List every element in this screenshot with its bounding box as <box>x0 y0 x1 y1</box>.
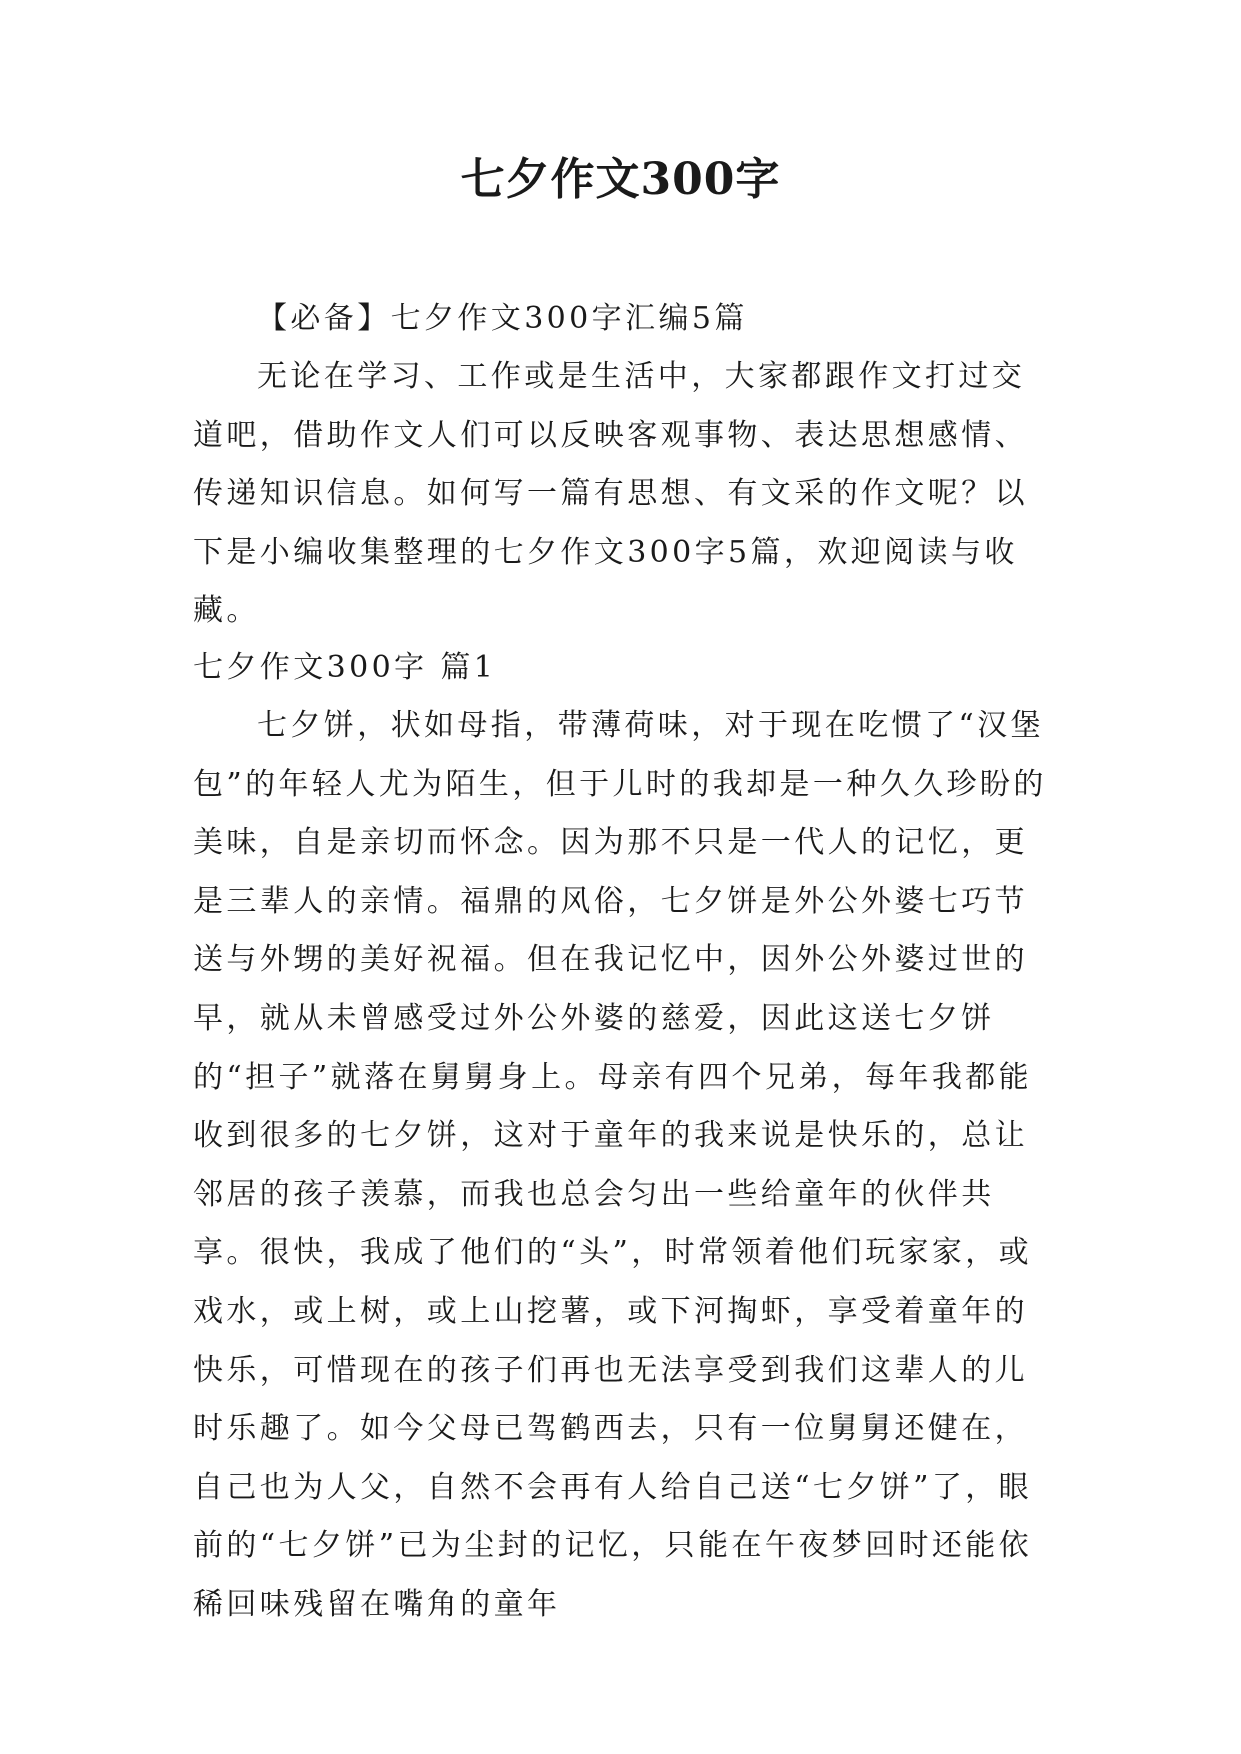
document-subtitle: 【必备】七夕作文300字汇编5篇 <box>257 301 748 336</box>
section-heading: 七夕作文300字 篇1 <box>193 650 497 685</box>
section-paragraph: 七夕饼，状如母指，带薄荷味，对于现在吃惯了“汉堡包”的年轻人尤为陌生，但于儿时的我却是一种久久珍盼的美味，自是亲切而怀念。因为那不只是一代人的记忆，更是三辈人的亲情。福鼎的风俗，七夕饼是外公外婆七巧节送与外甥的美好祝福。但在我记忆中，因外公外婆过世的早，就从未曾感受过外公外婆的慈爱，因此这送七夕饼的“担子”就落在舅舅身上。母亲有四个兄弟，每年我都能收到很多的七夕饼，这对于童年的我来说是快乐的，总让邻居的孩子羡慕，而我也总会匀出一些给童年的伙伴共享。很快，我成了他们的“头”，时常领着他们玩家家，或戏水，或上树，或上山挖薯，或下河掏虾，享受着童年的快乐，可惜现在的孩子们再也无法享受到我们这辈人的儿时乐趣了。如今父母已驾鹤西去，只有一位舅舅还健在，自己也为人父，自然不会再有人给自己送“七夕饼”了，眼前的“七夕饼”已为尘封的记忆，只能在午夜梦回时还能依稀回味残留在嘴角的童年 <box>193 708 1047 1622</box>
document-title: 七夕作文300字 <box>460 154 781 205</box>
intro-paragraph: 无论在学习、工作或是生活中，大家都跟作文打过交道吧，借助作文人们可以反映客观事物、表达思想感情、传递知识信息。如何写一篇有思想、有文采的作文呢？以下是小编收集整理的七夕作文300字5篇，欢迎阅读与收藏。 <box>193 359 1028 629</box>
